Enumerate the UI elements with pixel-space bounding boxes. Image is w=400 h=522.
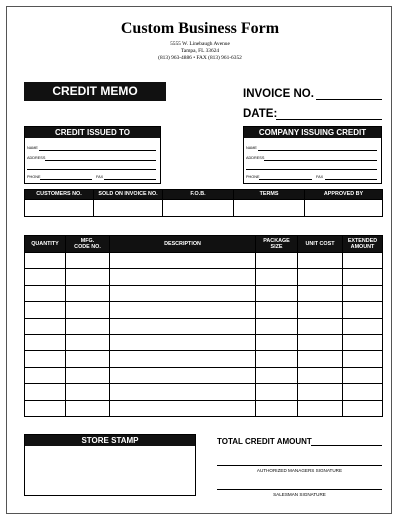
item-cell[interactable] <box>66 269 110 285</box>
item-cell[interactable] <box>25 400 66 416</box>
item-cell[interactable] <box>110 302 256 318</box>
item-cell[interactable] <box>66 334 110 350</box>
customer-info-table <box>24 189 383 217</box>
table-row <box>25 253 383 269</box>
issued-fax-label: FAX <box>96 175 104 179</box>
item-cell[interactable] <box>25 384 66 400</box>
item-cell[interactable] <box>25 269 66 285</box>
table-row <box>25 384 383 400</box>
item-cell[interactable] <box>298 302 343 318</box>
table-row <box>25 351 383 367</box>
phone-line: (813) 963-4886 • FAX (813) 961-6352 <box>158 55 242 61</box>
item-cell[interactable] <box>298 384 343 400</box>
terms-cell[interactable] <box>234 200 305 217</box>
table-row <box>25 334 383 350</box>
item-cell[interactable] <box>110 285 256 301</box>
info-header-fob: F.O.B. <box>163 190 234 200</box>
item-cell[interactable] <box>25 253 66 269</box>
item-cell[interactable] <box>343 302 383 318</box>
credit-memo-title: CREDIT MEMO <box>24 82 166 101</box>
item-cell[interactable] <box>110 384 256 400</box>
item-cell[interactable] <box>298 400 343 416</box>
item-cell[interactable] <box>256 400 298 416</box>
salesman-signature-line[interactable] <box>217 489 382 490</box>
item-cell[interactable] <box>66 400 110 416</box>
item-cell[interactable] <box>343 351 383 367</box>
item-cell[interactable] <box>343 367 383 383</box>
column-header-description: DESCRIPTION <box>110 236 256 253</box>
table-row <box>25 367 383 383</box>
item-cell[interactable] <box>256 384 298 400</box>
item-cell[interactable] <box>343 285 383 301</box>
item-cell[interactable] <box>298 367 343 383</box>
manager-signature-label: AUTHORIZED MANAGERS SIGNATURE <box>256 468 343 473</box>
item-cell[interactable] <box>256 285 298 301</box>
item-cell[interactable] <box>298 351 343 367</box>
credit-issued-to-box <box>24 126 161 184</box>
info-header-customers-no: CUSTOMERS NO. <box>25 190 94 200</box>
company-name-label: NAME <box>246 146 257 150</box>
item-cell[interactable] <box>256 318 298 334</box>
address-line-1: 5555 W. Linebaugh Avenue <box>170 41 230 47</box>
item-cell[interactable] <box>25 351 66 367</box>
item-cell[interactable] <box>343 269 383 285</box>
item-cell[interactable] <box>110 334 256 350</box>
item-cell[interactable] <box>256 269 298 285</box>
item-cell[interactable] <box>298 269 343 285</box>
column-header-extended-amount: EXTENDED AMOUNT <box>343 236 383 253</box>
salesman-signature-label: SALESMAN SIGNATURE <box>273 492 326 497</box>
store-stamp-box[interactable] <box>24 434 196 496</box>
company-fax-label: FAX <box>316 175 324 179</box>
credit-issued-to-header: CREDIT ISSUED TO <box>25 127 160 138</box>
item-cell[interactable] <box>66 384 110 400</box>
table-row <box>25 269 383 285</box>
issued-phone-label: PHONE <box>27 175 41 179</box>
column-header-package-size: PACKAGE SIZE <box>256 236 298 253</box>
item-cell[interactable] <box>343 318 383 334</box>
approved-by-cell[interactable] <box>305 200 383 217</box>
item-cell[interactable] <box>298 334 343 350</box>
item-cell[interactable] <box>110 318 256 334</box>
item-cell[interactable] <box>110 367 256 383</box>
fob-cell[interactable] <box>163 200 234 217</box>
address-line-2: Tampa, FL 33624 <box>180 48 220 54</box>
item-cell[interactable] <box>256 334 298 350</box>
table-row <box>25 318 383 334</box>
issued-name-field[interactable] <box>39 150 156 151</box>
item-cell[interactable] <box>256 367 298 383</box>
item-cell[interactable] <box>25 302 66 318</box>
item-cell[interactable] <box>343 400 383 416</box>
column-header-quantity: QUANTITY <box>25 236 66 253</box>
column-header-unit-cost: UNIT COST <box>298 236 343 253</box>
item-cell[interactable] <box>110 253 256 269</box>
date-field[interactable] <box>276 119 382 120</box>
sold-on-invoice-cell[interactable] <box>94 200 163 217</box>
table-row <box>25 285 383 301</box>
table-row <box>25 302 383 318</box>
line-items-table <box>24 235 383 417</box>
item-cell[interactable] <box>110 269 256 285</box>
company-phone-field[interactable] <box>259 179 312 180</box>
item-cell[interactable] <box>343 384 383 400</box>
item-cell[interactable] <box>66 302 110 318</box>
customers-no-cell[interactable] <box>25 200 94 217</box>
issued-address-field-2[interactable] <box>27 169 156 170</box>
item-cell[interactable] <box>25 318 66 334</box>
invoice-number-field[interactable] <box>316 99 382 100</box>
item-cell[interactable] <box>66 318 110 334</box>
item-cell[interactable] <box>25 334 66 350</box>
issued-address-field[interactable] <box>45 160 156 161</box>
company-address-field-2[interactable] <box>246 169 377 170</box>
item-cell[interactable] <box>25 367 66 383</box>
date-label: DATE: <box>243 108 278 120</box>
item-cell[interactable] <box>66 285 110 301</box>
issued-phone-field[interactable] <box>40 179 92 180</box>
total-credit-amount-field[interactable] <box>311 445 382 446</box>
issued-name-label: NAME <box>27 146 38 150</box>
column-header-mfg-code: MFG. CODE NO. <box>66 236 110 253</box>
item-cell[interactable] <box>110 400 256 416</box>
table-row <box>25 400 383 416</box>
info-header-approved-by: APPROVED BY <box>305 190 383 200</box>
company-address-field[interactable] <box>264 160 377 161</box>
item-cell[interactable] <box>256 351 298 367</box>
company-issuing-credit-header: COMPANY ISSUING CREDIT <box>244 127 381 138</box>
item-cell[interactable] <box>343 334 383 350</box>
item-cell[interactable] <box>343 253 383 269</box>
total-credit-amount-label: TOTAL CREDIT AMOUNT <box>217 437 312 446</box>
company-address-label: ADDRESS <box>246 156 265 160</box>
issued-address-label: ADDRESS <box>27 156 46 160</box>
item-cell[interactable] <box>25 285 66 301</box>
item-cell[interactable] <box>298 318 343 334</box>
manager-signature-line[interactable] <box>217 465 382 466</box>
invoice-number-label: INVOICE NO. <box>243 88 314 100</box>
form-title: Custom Business Form <box>120 20 280 37</box>
company-phone-label: PHONE <box>246 175 260 179</box>
item-cell[interactable] <box>256 302 298 318</box>
item-cell[interactable] <box>298 253 343 269</box>
item-cell[interactable] <box>256 253 298 269</box>
item-cell[interactable] <box>66 253 110 269</box>
issued-fax-field[interactable] <box>104 179 156 180</box>
item-cell[interactable] <box>110 351 256 367</box>
line-items-body <box>25 253 383 417</box>
info-header-sold-on-invoice: SOLD ON INVOICE NO. <box>94 190 163 200</box>
store-stamp-header: STORE STAMP <box>25 435 195 446</box>
company-issuing-credit-box <box>243 126 382 184</box>
company-name-field[interactable] <box>258 150 377 151</box>
company-fax-field[interactable] <box>325 179 377 180</box>
item-cell[interactable] <box>298 285 343 301</box>
item-cell[interactable] <box>66 367 110 383</box>
info-header-terms: TERMS <box>234 190 305 200</box>
item-cell[interactable] <box>66 351 110 367</box>
